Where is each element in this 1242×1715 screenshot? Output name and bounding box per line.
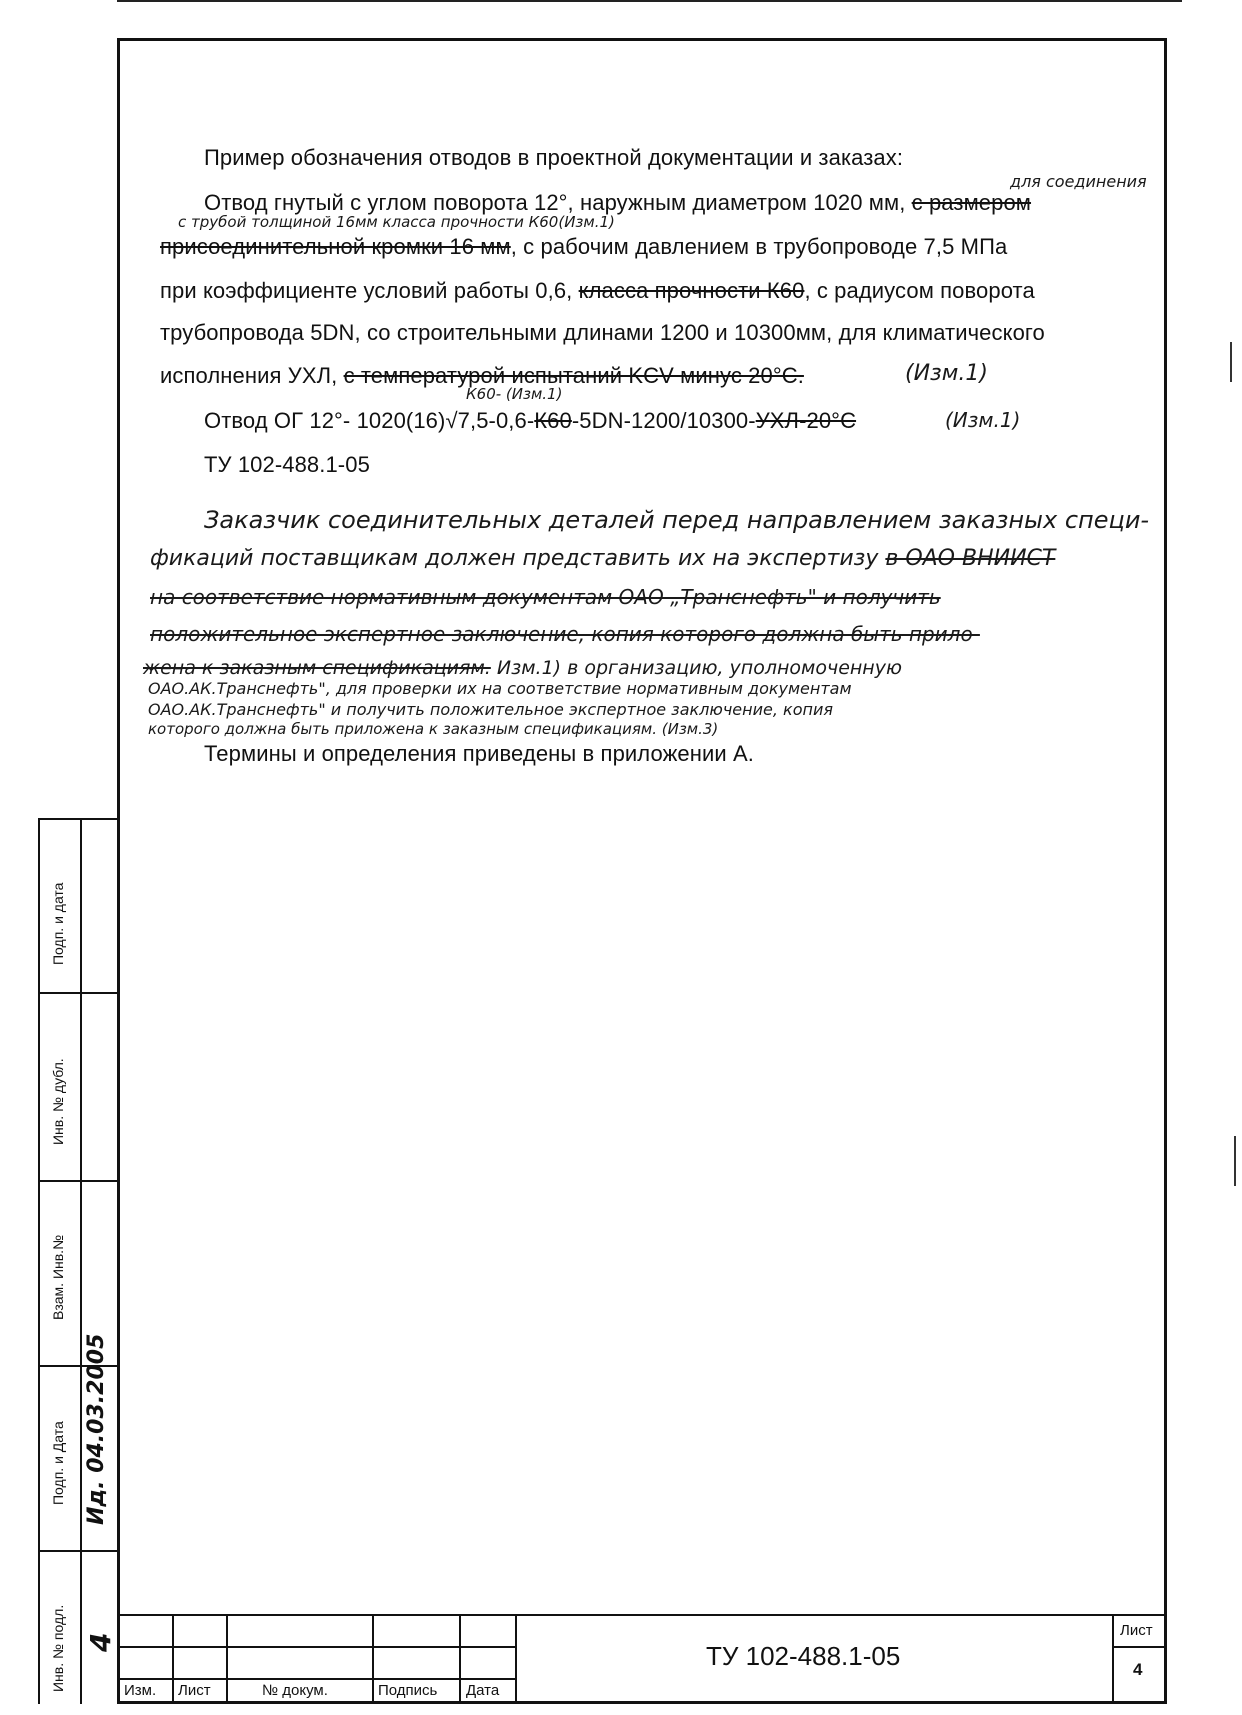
hw-line-2 (150, 546, 1055, 571)
body-line-4-text: при коэффициенте условий работы 0,6, (160, 278, 573, 303)
stamp-label-podp-data-2: Подп. и Дата (50, 1421, 66, 1505)
designation-struck-2: УХЛ-20°С (755, 408, 857, 433)
tb-col-line-5 (515, 1616, 517, 1704)
hw-line-6: ОАО.АК.Транснефть", для проверки их на соответствие нормативным документам (148, 679, 852, 698)
body-line-2-text: Отвод гнутый с углом поворота 12°, наружным диаметром 1020 мм, (204, 190, 906, 215)
note-truba-tolshchina: с трубой толщиной 16мм класса прочности К60(Изм.1) (178, 213, 615, 231)
tb-label-izm: Изм. (124, 1682, 157, 1699)
body-line-9: Термины и определения приведены в приложении А. (204, 741, 754, 766)
body-line-7 (204, 408, 856, 434)
tb-sheet-label: Лист (1120, 1622, 1153, 1639)
hw-line-7: ОАО.АК.Транснефть" и получить положительное экспертное заключение, копия (148, 700, 833, 719)
hw-line-8: которого должна быть приложена к заказным спецификациям. (Изм.3) (148, 720, 719, 738)
stamp-inv-number: 4 (84, 1632, 117, 1652)
tb-document-code: ТУ 102-488.1-05 (706, 1641, 901, 1671)
body-line-6-text: исполнения УХЛ, (160, 363, 338, 388)
hw-line-2-text: фикаций поставщикам должен представить их на экспертизу (150, 546, 879, 571)
stamp-signature-date: Ид. 04.03.2005 (84, 1333, 109, 1525)
designation-part-1: Отвод ОГ 12°- 1020(16) (204, 408, 446, 433)
body-line-3-struck: присоединительной кромки 16 мм (160, 234, 511, 259)
hw-line-1: Заказчик соединительных деталей перед направлением заказных специ- (204, 506, 1150, 534)
tb-col-line-2 (226, 1616, 228, 1704)
body-line-4 (160, 278, 1035, 304)
left-stamp-row-line-2 (40, 1180, 119, 1182)
tb-col-line-1 (172, 1616, 174, 1704)
top-border-line (117, 0, 1182, 2)
tb-label-doc-number: № докум. (262, 1682, 328, 1699)
body-line-1: Пример обозначения отводов в проектной документации и заказах: (204, 145, 904, 170)
note-izm-1-a: (Изм.1) (905, 361, 988, 386)
tb-sheet-row-line (1112, 1646, 1167, 1648)
body-line-2-struck: с размером (911, 190, 1032, 215)
tb-col-line-3 (372, 1616, 374, 1704)
body-line-8: ТУ 102-488.1-05 (204, 452, 370, 477)
root-mark: √ (445, 408, 458, 433)
margin-mark-1 (1230, 342, 1232, 382)
body-line-4-end: , с радиусом поворота (804, 278, 1035, 303)
margin-mark-2 (1234, 1136, 1236, 1186)
tb-col-line-4 (459, 1616, 461, 1704)
tb-row-line-2 (117, 1678, 515, 1680)
tb-col-line-6 (1112, 1616, 1114, 1704)
tb-sheet-number: 4 (1133, 1660, 1143, 1679)
note-izm-1-b: (Изм.1) (945, 408, 1021, 432)
stamp-label-podp-data: Подп. и дата (50, 882, 66, 965)
tb-label-list: Лист (178, 1682, 211, 1699)
body-line-3 (160, 234, 1007, 260)
hw-line-5 (143, 657, 902, 679)
tb-label-signature: Подпись (378, 1682, 438, 1699)
body-line-5: трубопровода 5DN, со строительными длинами 1200 и 10300мм, для климатического (160, 320, 1045, 345)
tb-row-line-1 (117, 1646, 515, 1648)
note-k60-izm: К60- (Изм.1) (466, 385, 563, 403)
stamp-label-inv-dubl: Инв. № дубл. (50, 1058, 66, 1145)
hw-line-4-struck: положительное экспертное заключение, копия которого должна быть прило- (150, 622, 980, 646)
left-stamp-row-line-1 (40, 992, 119, 994)
stamp-label-vzam-inv: Взам. Инв.№ (50, 1234, 66, 1320)
body-line-4-struck: класса прочности К60 (578, 278, 805, 303)
body-line-6-struck: с температурой испытаний KCV минус 20°С. (343, 363, 804, 388)
designation-struck-1: К60 (534, 408, 572, 433)
tb-label-date: Дата (466, 1682, 500, 1699)
hw-line-5-text: Изм.1) в организацию, уполномоченную (496, 657, 902, 679)
body-line-3-text: , с рабочим давлением в трубопроводе 7,5 МПа (510, 234, 1008, 259)
left-stamp-row-line-4 (40, 1550, 119, 1552)
left-stamp-divider (80, 820, 82, 1704)
note-dlya-soedineniya: для соединения (1010, 172, 1147, 191)
hw-line-3-struck: на соответствие нормативным документам ОАО „Транснефть" и получить (150, 585, 941, 609)
hw-line-2-struck: в ОАО ВНИИСТ (885, 546, 1056, 571)
designation-part-2: 7,5-0,6- (457, 408, 535, 433)
stamp-label-inv-podl: Инв. № подл. (50, 1604, 66, 1692)
hw-line-5-struck: жена к заказным спецификациям. (143, 657, 491, 679)
designation-part-3: -5DN-1200/10300- (571, 408, 756, 433)
